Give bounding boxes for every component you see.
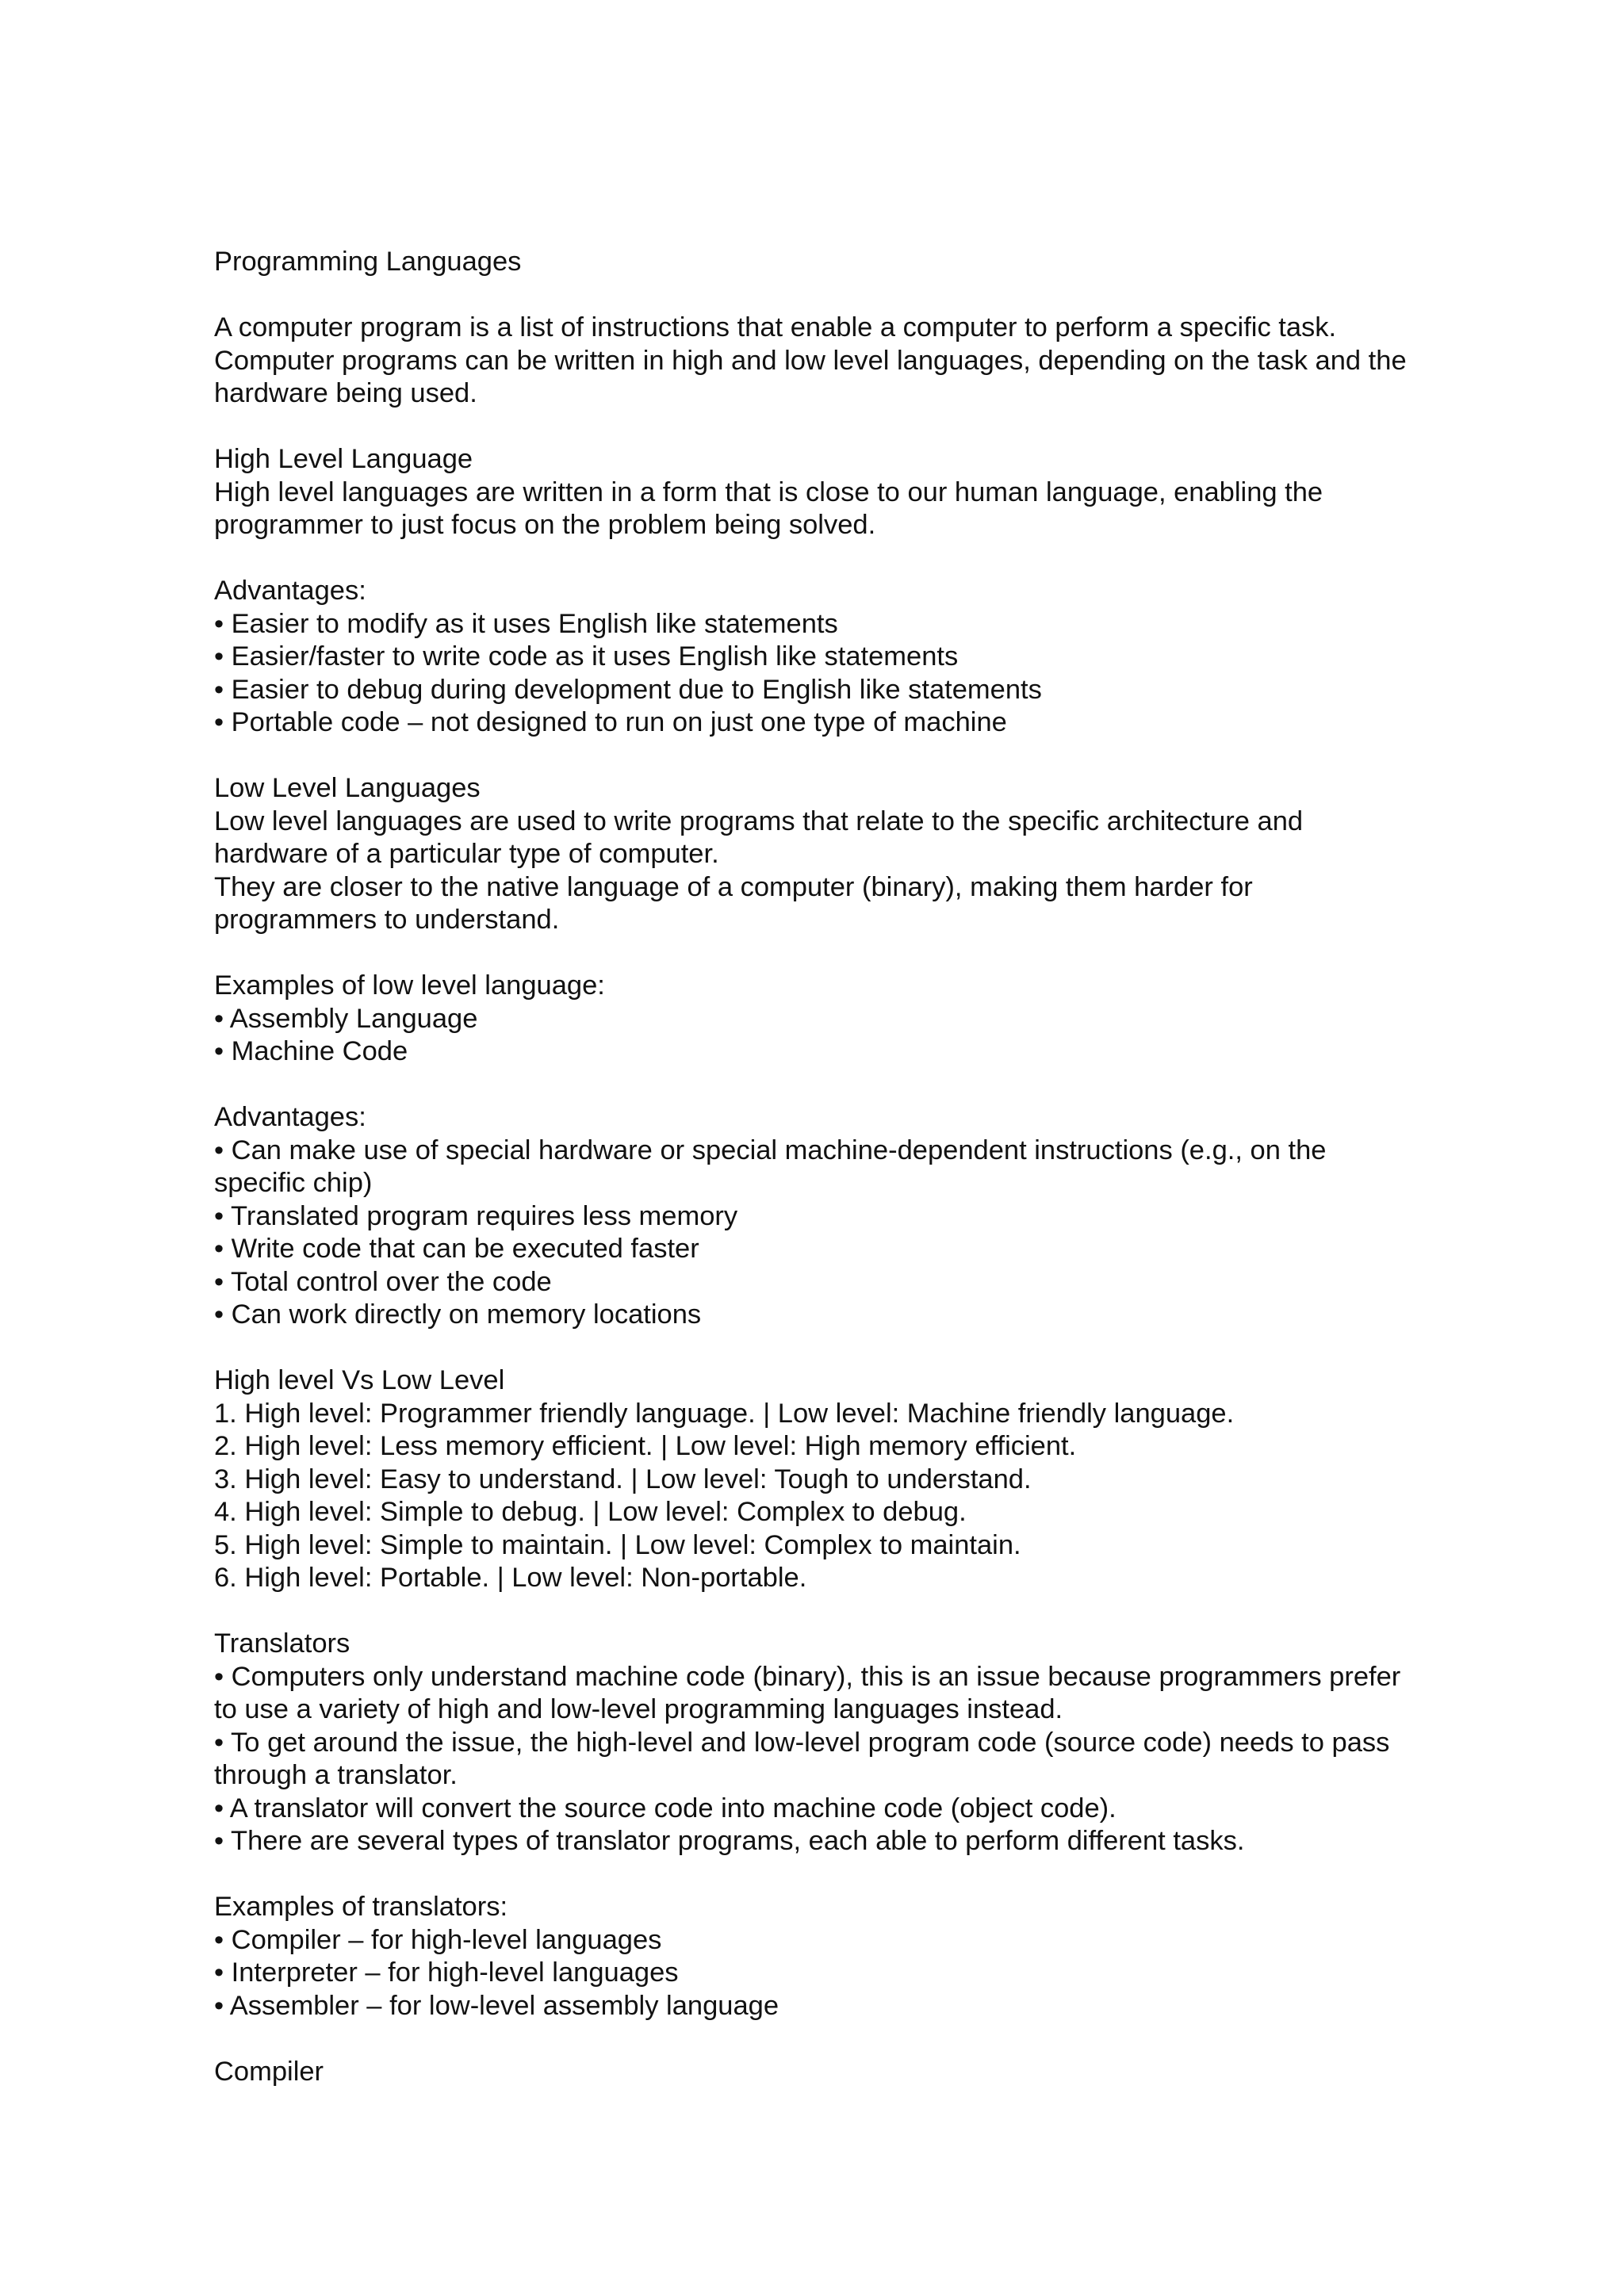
paragraph-gap	[214, 1069, 1419, 1102]
paragraph-gap	[214, 411, 1419, 444]
list-item: • Computers only understand machine code (binary), this is an issue because programmers prefer	[214, 1661, 1401, 1692]
high-level-body-line-2: programmer to just focus on the problem being solved.	[214, 510, 876, 540]
list-item: • Assembler – for low-level assembly language	[214, 1990, 779, 2021]
paragraph-gap	[214, 279, 1419, 312]
paragraph-gap	[214, 740, 1419, 773]
list-item: • Easier to modify as it uses English like statements	[214, 608, 838, 639]
paragraph-gap	[214, 1858, 1419, 1892]
list-item: • Write code that can be executed faster	[214, 1234, 699, 1264]
list-item: 4. High level: Simple to debug. | Low level: Complex to debug.	[214, 1497, 967, 1527]
paragraph-gap	[214, 1332, 1419, 1365]
translator-examples-heading: Examples of translators:	[214, 1892, 508, 1922]
comparison-heading: High level Vs Low Level	[214, 1365, 505, 1395]
list-item: through a translator.	[214, 1760, 458, 1790]
low-level-body-line-2: hardware of a particular type of computer.	[214, 839, 719, 869]
list-item: 6. High level: Portable. | Low level: Non-portable.	[214, 1563, 807, 1593]
list-item: 2. High level: Less memory efficient. | Low level: High memory efficient.	[214, 1431, 1077, 1461]
low-level-body-line-3: They are closer to the native language of a computer (binary), making them harder for	[214, 871, 1253, 902]
low-level-body-line-1: Low level languages are used to write programs that relate to the specific architecture and	[214, 806, 1304, 836]
intro-line-2: Computer programs can be written in high and low level languages, depending on the task and the	[214, 345, 1407, 376]
high-level-body-line-1: High level languages are written in a form that is close to our human language, enabling the	[214, 476, 1323, 507]
list-item: • Translated program requires less memory	[214, 1200, 738, 1231]
list-item: 3. High level: Easy to understand. | Low level: Tough to understand.	[214, 1464, 1032, 1494]
list-item: • Total control over the code	[214, 1266, 552, 1297]
translators-heading: Translators	[214, 1628, 350, 1659]
list-item: • Compiler – for high-level languages	[214, 1924, 662, 1955]
list-item: • Interpreter – for high-level languages	[214, 1957, 679, 1988]
list-item: • To get around the issue, the high-level and low-level program code (source code) needs to pass	[214, 1727, 1390, 1758]
paragraph-gap	[214, 542, 1419, 576]
paragraph-gap	[214, 937, 1419, 970]
list-item: • A translator will convert the source code into machine code (object code).	[214, 1793, 1116, 1823]
low-level-examples-heading: Examples of low level language:	[214, 970, 605, 1001]
compiler-heading: Compiler	[214, 2056, 324, 2087]
list-item: 5. High level: Simple to maintain. | Low level: Complex to maintain.	[214, 1529, 1021, 1560]
list-item: • Assembly Language	[214, 1003, 478, 1034]
low-level-body-line-4: programmers to understand.	[214, 905, 560, 935]
list-item: • Easier/faster to write code as it uses English like statements	[214, 641, 959, 672]
document-body	[214, 246, 1419, 2088]
intro-line-1: A computer program is a list of instructions that enable a computer to perform a specific task.	[214, 312, 1337, 342]
list-item: • Can work directly on memory locations	[214, 1299, 702, 1330]
high-level-advantages-heading: Advantages:	[214, 576, 366, 606]
list-item: • Machine Code	[214, 1036, 408, 1066]
list-item: 1. High level: Programmer friendly language. | Low level: Machine friendly language.	[214, 1398, 1235, 1429]
list-item: • Easier to debug during development due to English like statements	[214, 674, 1042, 705]
list-item: • There are several types of translator programs, each able to perform different tasks.	[214, 1826, 1245, 1856]
low-level-heading: Low Level Languages	[214, 773, 481, 803]
paragraph-gap	[214, 1595, 1419, 1628]
list-item: specific chip)	[214, 1168, 373, 1198]
low-level-advantages-heading: Advantages:	[214, 1102, 366, 1132]
paragraph-gap	[214, 2022, 1419, 2056]
list-item: • Can make use of special hardware or special machine-dependent instructions (e.g., on the	[214, 1135, 1327, 1165]
list-item: • Portable code – not designed to run on just one type of machine	[214, 707, 1007, 737]
list-item: to use a variety of high and low-level programming languages instead.	[214, 1694, 1063, 1724]
page-title: Programming Languages	[214, 247, 522, 277]
intro-line-3: hardware being used.	[214, 378, 477, 408]
high-level-heading: High Level Language	[214, 444, 473, 474]
